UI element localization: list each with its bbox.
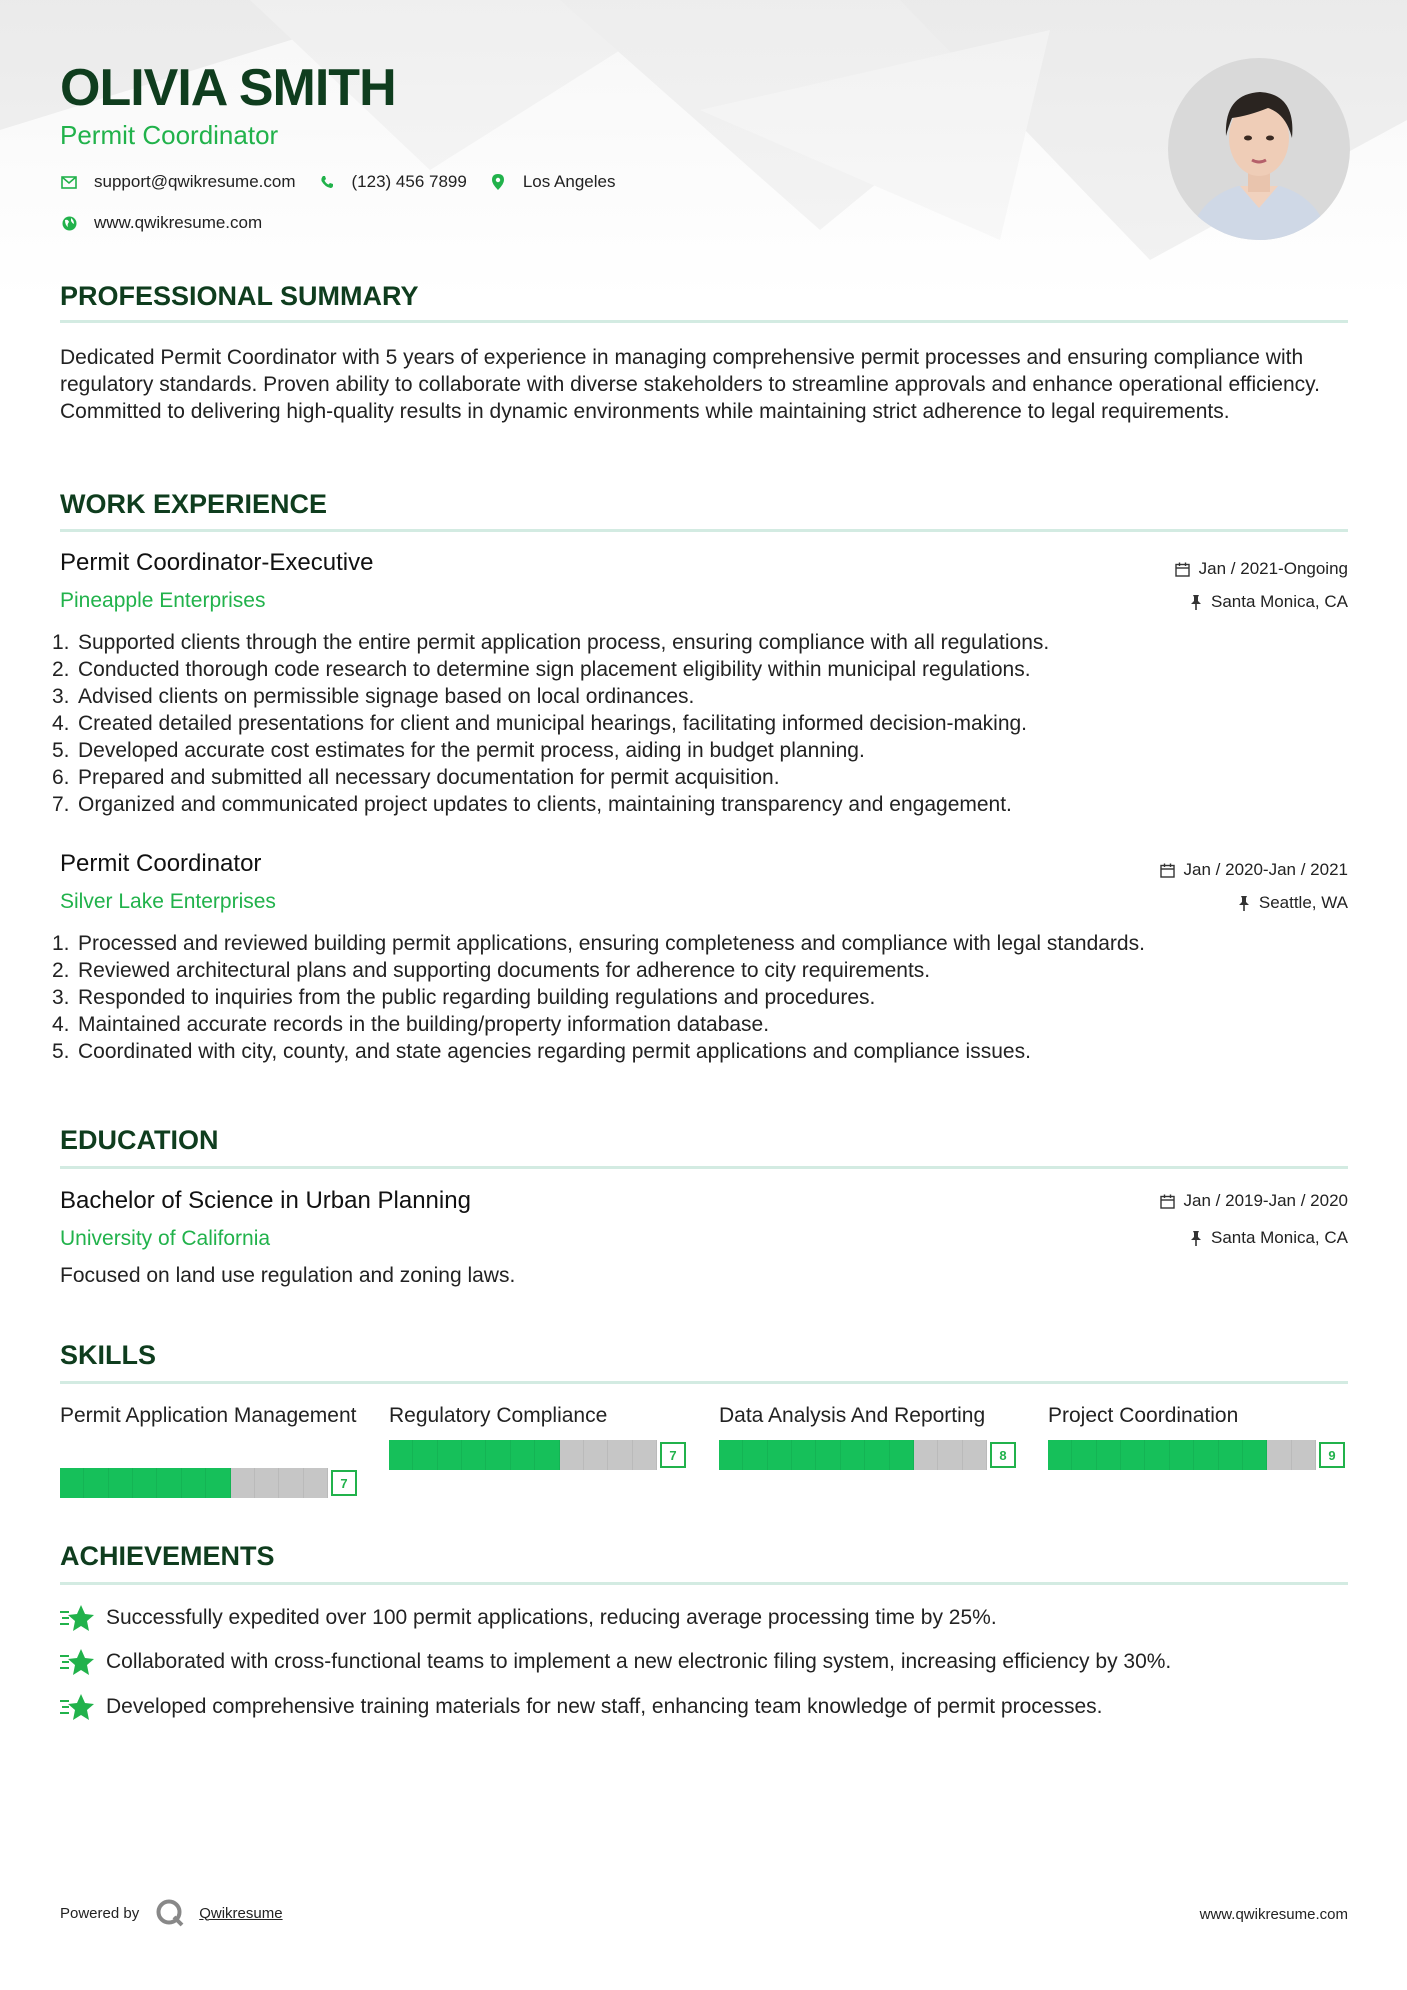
skill-segment-filled <box>743 1440 767 1470</box>
calendar-icon <box>1175 562 1190 577</box>
skill-segment-filled <box>719 1440 743 1470</box>
skill-segment-filled <box>535 1440 559 1470</box>
list-item: 5. Developed accurate cost estimates for the permit process, aiding in budget planning. <box>52 739 865 762</box>
skill-segment-filled <box>109 1468 133 1498</box>
list-item: 7. Organized and communicated project updates to clients, maintaining transparency and engagement. <box>52 793 1012 816</box>
achievement-item <box>60 1692 1102 1722</box>
skill-segment-empty <box>1292 1440 1316 1470</box>
job-dates-text: Jan / 2021-Ongoing <box>1198 559 1348 578</box>
skill-segment-filled <box>206 1468 230 1498</box>
pushpin-icon <box>1190 1231 1202 1246</box>
skill-level-bar <box>1048 1440 1348 1470</box>
education-location-text: Santa Monica, CA <box>1210 1228 1348 1247</box>
skill-segment-empty <box>938 1440 962 1470</box>
skill-level-bar <box>719 1440 1019 1470</box>
pushpin-icon <box>1238 896 1250 911</box>
list-item: 1. Processed and reviewed building permit applications, ensuring completeness and compliance with legal standards. <box>52 932 1145 955</box>
skill-segment-filled <box>413 1440 437 1470</box>
skill-segment-empty <box>304 1468 328 1498</box>
profile-photo <box>1168 58 1350 240</box>
skill-name: Project Coordination <box>1048 1404 1239 1427</box>
list-item: 3. Advised clients on permissible signage based on local ordinances. <box>52 685 695 708</box>
achievement-item <box>60 1647 1171 1677</box>
powered-by-label: Powered by <box>60 1904 140 1922</box>
section-divider <box>60 1166 1348 1169</box>
contact-website[interactable] <box>60 213 262 233</box>
summary-text: Dedicated Permit Coordinator with 5 years of experience in managing comprehensive permit processes and ensuring compliance with regulatory standards. Proven ability to collaborate with diverse stakeholders to streamline approvals and enhance operational efficiency. Committed to delivering high-quality results in dynamic environments while maintaining strict adherence to legal requirements. <box>60 346 1320 423</box>
skill-segment-empty <box>584 1440 608 1470</box>
skill-segment-empty <box>914 1440 938 1470</box>
skill-segment-empty <box>560 1440 584 1470</box>
skill-segment-filled <box>792 1440 816 1470</box>
list-item: 1. Supported clients through the entire permit application process, ensuring compliance with all regulations. <box>52 631 1050 654</box>
candidate-title: Permit Coordinator <box>60 120 279 150</box>
achievement-text: Developed comprehensive training materials for new staff, enhancing team knowledge of permit processes. <box>106 1695 1103 1718</box>
education-dates-text: Jan / 2019-Jan / 2020 <box>1183 1191 1348 1210</box>
section-divider <box>60 1582 1348 1585</box>
skill-level-bar <box>389 1440 689 1470</box>
skill-level-fill <box>1048 1440 1316 1470</box>
globe-icon <box>60 214 78 232</box>
calendar-icon <box>1160 1194 1175 1209</box>
skill-segment-filled <box>157 1468 181 1498</box>
calendar-icon <box>1160 863 1175 878</box>
skill-level-fill <box>719 1440 987 1470</box>
phone-icon <box>318 173 336 191</box>
education-note: Focused on land use regulation and zoning laws. <box>60 1264 516 1287</box>
skill-segment-filled <box>462 1440 486 1470</box>
skill-segment-empty <box>1267 1440 1291 1470</box>
skill-segment-filled <box>841 1440 865 1470</box>
contact-row-2 <box>60 213 284 233</box>
skill-segment-filled <box>1121 1440 1145 1470</box>
job-dates <box>1175 559 1348 579</box>
job-company: Silver Lake Enterprises <box>60 890 276 913</box>
skill-item <box>60 1402 360 1491</box>
skill-segment-empty <box>608 1440 632 1470</box>
star-achievement-icon <box>60 1692 94 1722</box>
job-location-text: Seattle, WA <box>1258 893 1348 912</box>
footer-powered-by <box>60 1898 283 1928</box>
star-achievement-icon <box>60 1603 94 1633</box>
website-text: www.qwikresume.com <box>94 213 263 232</box>
phone-text: (123) 456 7899 <box>351 172 467 191</box>
skill-segment-filled <box>865 1440 889 1470</box>
job-company: Pineapple Enterprises <box>60 589 266 612</box>
list-item: 4. Maintained accurate records in the building/property information database. <box>52 1013 770 1036</box>
education-location <box>1190 1228 1348 1248</box>
skill-segment-filled <box>389 1440 413 1470</box>
skill-score: 8 <box>990 1442 1016 1468</box>
contact-row-1 <box>60 172 637 192</box>
skill-item <box>1048 1402 1348 1463</box>
skill-segment-filled <box>1243 1440 1267 1470</box>
skill-level-bar <box>60 1468 360 1498</box>
skills-heading: SKILLS <box>60 1340 157 1370</box>
achievement-item <box>60 1603 997 1633</box>
list-item: 6. Prepared and submitted all necessary documentation for permit acquisition. <box>52 766 780 789</box>
experience-heading: WORK EXPERIENCE <box>60 489 328 519</box>
skill-segment-filled <box>84 1468 108 1498</box>
skill-segment-filled <box>486 1440 510 1470</box>
envelope-icon <box>60 173 78 191</box>
section-divider <box>60 320 1348 323</box>
skill-segment-filled <box>1194 1440 1218 1470</box>
list-item: 2. Reviewed architectural plans and supporting documents for adherence to city requirements. <box>52 959 931 982</box>
skill-name: Regulatory Compliance <box>389 1404 608 1427</box>
skill-segment-filled <box>1170 1440 1194 1470</box>
location-text: Los Angeles <box>522 172 616 191</box>
contact-email[interactable] <box>60 172 296 192</box>
skill-score: 9 <box>1319 1442 1345 1468</box>
job-dates-text: Jan / 2020-Jan / 2021 <box>1183 860 1348 879</box>
qwikresume-link[interactable]: Qwikresume <box>199 1904 283 1922</box>
job-title: Permit Coordinator <box>60 850 262 877</box>
contact-location <box>489 172 616 192</box>
skill-segment-filled <box>816 1440 840 1470</box>
job-location <box>1190 592 1348 612</box>
section-divider <box>60 529 1348 532</box>
contact-phone[interactable] <box>318 172 467 192</box>
skill-score: 7 <box>331 1470 357 1496</box>
list-item: 5. Coordinated with city, county, and state agencies regarding permit applications and compliance issues. <box>52 1040 1031 1063</box>
education-heading: EDUCATION <box>60 1125 219 1155</box>
list-item: 2. Conducted thorough code research to determine sign placement eligibility within municipal regulations. <box>52 658 1031 681</box>
skill-segment-filled <box>1072 1440 1096 1470</box>
map-pin-icon <box>489 173 507 191</box>
education-school: University of California <box>60 1227 271 1250</box>
skill-segment-filled <box>511 1440 535 1470</box>
skill-name: Permit Application Management <box>60 1404 357 1427</box>
skill-segment-empty <box>963 1440 987 1470</box>
education-dates <box>1160 1191 1348 1211</box>
skill-segment-filled <box>768 1440 792 1470</box>
job-dates <box>1160 860 1348 880</box>
skill-level-fill <box>389 1440 657 1470</box>
job-location <box>1238 893 1348 913</box>
skill-segment-filled <box>1219 1440 1243 1470</box>
skill-segment-filled <box>1145 1440 1169 1470</box>
job-title: Permit Coordinator-Executive <box>60 549 374 576</box>
skill-segment-filled <box>182 1468 206 1498</box>
skill-segment-empty <box>279 1468 303 1498</box>
job-responsibilities <box>52 629 1348 818</box>
star-achievement-icon <box>60 1647 94 1677</box>
list-item: 3. Responded to inquiries from the public regarding building regulations and procedures. <box>52 986 876 1009</box>
skill-segment-filled <box>1048 1440 1072 1470</box>
section-divider <box>60 1381 1348 1384</box>
skill-segment-filled <box>890 1440 914 1470</box>
skill-score: 7 <box>660 1442 686 1468</box>
skill-item <box>389 1402 689 1463</box>
skill-level-fill <box>60 1468 328 1498</box>
skill-segment-empty <box>633 1440 657 1470</box>
skill-segment-empty <box>255 1468 279 1498</box>
job-location-text: Santa Monica, CA <box>1210 592 1348 611</box>
achievement-text: Collaborated with cross-functional teams to implement a new electronic filing system, increasing efficiency by 30%. <box>106 1650 1172 1673</box>
skill-item <box>719 1402 1019 1463</box>
achievements-heading: ACHIEVEMENTS <box>60 1541 275 1571</box>
skill-segment-filled <box>133 1468 157 1498</box>
qwikresume-logo-icon <box>155 1898 185 1928</box>
achievement-text: Successfully expedited over 100 permit applications, reducing average processing time by 25%. <box>106 1606 997 1629</box>
summary-heading: PROFESSIONAL SUMMARY <box>60 281 419 311</box>
pushpin-icon <box>1190 595 1202 610</box>
list-item: 4. Created detailed presentations for client and municipal hearings, facilitating informed decision-making. <box>52 712 1028 735</box>
skill-segment-filled <box>60 1468 84 1498</box>
email-text: support@qwikresume.com <box>94 172 296 191</box>
education-degree: Bachelor of Science in Urban Planning <box>60 1187 471 1214</box>
job-responsibilities <box>52 930 1348 1065</box>
skill-segment-empty <box>231 1468 255 1498</box>
candidate-name: OLIVIA SMITH <box>60 59 396 117</box>
footer-url[interactable]: www.qwikresume.com <box>1199 1906 1348 1923</box>
skill-segment-filled <box>438 1440 462 1470</box>
skill-segment-filled <box>1097 1440 1121 1470</box>
skill-name: Data Analysis And Reporting <box>719 1404 986 1427</box>
